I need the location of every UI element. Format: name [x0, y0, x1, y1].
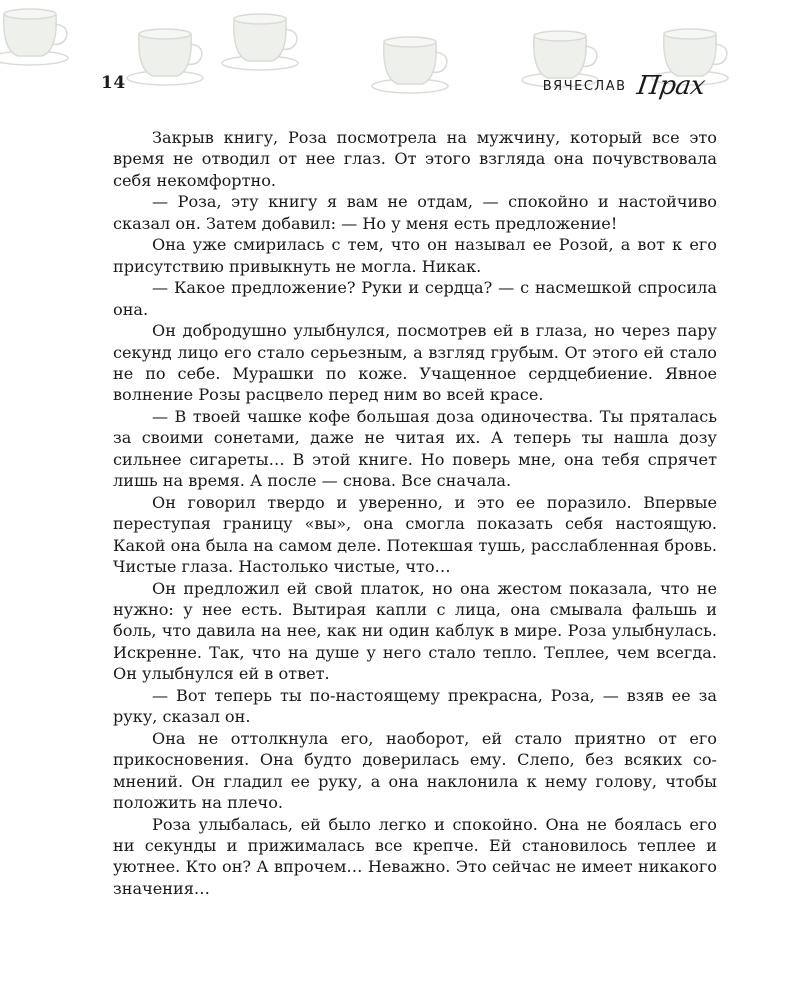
paragraph: Она не оттолкнула его, наоборот, ей стало приятно от его прикосновения. Она будто доверилась ему. Слепо, без всяких сомнений. Он гладил ее руку, а она наклонила к нему голову, чтобы положить на плечо. [113, 728, 717, 813]
page-number: 14 [101, 73, 126, 93]
paragraph: Закрыв книгу, Роза посмотрела на мужчину, который все это время не отводил от нее глаз. От этого взгляда она почувствовала себя некомфортно. [113, 128, 717, 190]
paragraph: — Какое предложение? Руки и сердца? — с насмешкой спросила она. [113, 278, 717, 319]
coffee-cup-icon [372, 37, 448, 93]
paragraph: — В твоей чашке кофе большая доза одиночества. Ты пряталась за своими сонетами, даже не читая их. А теперь ты нашла дозу сильнее сигареты… В этой книге. Но поверь мне, она тебя спрячет лишь на время. А после — снова. Все сначала. [113, 406, 717, 491]
paragraph: Она уже смирилась с тем, что он называл ее Розой, а вот к его присутствию привыкнуть не могла. Никак. [113, 235, 717, 276]
paragraph: Он добродушно улыбнулся, посмотрев ей в глаза, но через пару секунд лицо его стало серьезным, а взгляд грубым. От этого ей стало не по себе. Мурашки по коже. Учащенное сердцебиение. Явное волнение Розы расцвело перед ним во всей красе. [113, 321, 717, 405]
book-title: Прах [634, 71, 707, 101]
coffee-cup-icon [222, 14, 298, 70]
paragraph: Он говорил твердо и уверенно, и это ее поразило. Впервые переступая границу «вы», она смогла показать себя настоящую. Какой она была на самом деле. Потекшая тушь, расслабленная бровь. Чистые глаза. Настолько чистые, что… [113, 492, 717, 577]
coffee-cup-icon [127, 29, 203, 85]
coffee-cups-decoration [0, 0, 800, 120]
paragraph: Он предложил ей свой платок, но она жестом показала, что не нужно: у нее есть. Вытирая капли с лица, она смывала фальшь и боль, что давила на нее, как ни один каблук в мире. Роза улыбнулась. Искренне. Так, что на душе у него стало тепло. Теплее, чем всегда. Он улыбнулся ей в ответ. [113, 578, 717, 684]
running-header [542, 62, 707, 102]
coffee-cup-icon [0, 9, 68, 65]
body-text [113, 127, 717, 899]
author-name: ВЯЧЕСЛАВ [542, 79, 627, 94]
paragraph: — Вот теперь ты по-настоящему прекрасна, Роза, — взяв ее за руку, сказал он. [113, 685, 717, 727]
paragraph: — Роза, эту книгу я вам не отдам, — спокойно и настойчиво сказал он. Затем добавил: — Но у меня есть предложение! [113, 192, 717, 233]
paragraph: Роза улыбалась, ей было легко и спокойно. Она не боялась его ни секунды и прижималась все крепче. Ей становилось теплее и уютнее. Кто он? А впрочем… Неважно. Это сейчас не имеет никакого значения… [113, 814, 717, 898]
